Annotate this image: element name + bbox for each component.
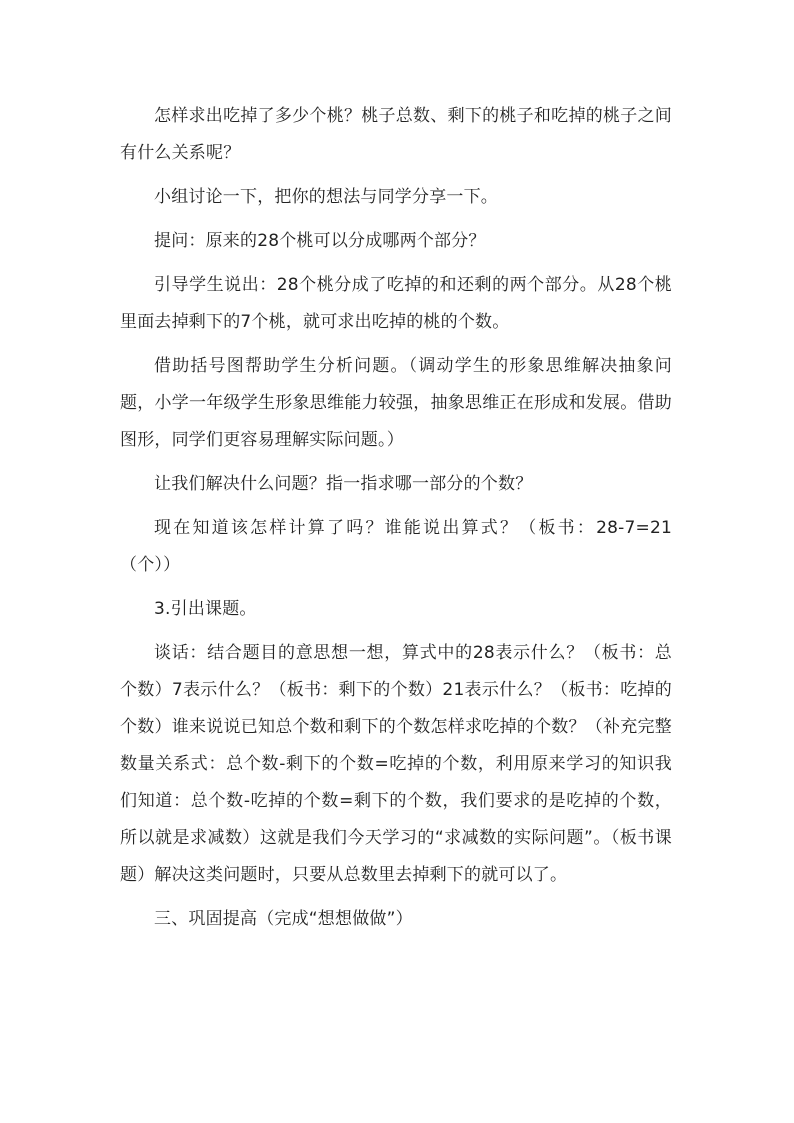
paragraph-which-part: 让我们解决什么问题？指一指求哪一部分的个数？ bbox=[154, 474, 533, 494]
paragraph-guide-students: 引导学生说出：28个桃分成了吃掉的和还剩的两个部分。从28个桃里面去掉剩下的7个桃，就可求出吃掉的桃的个数。 bbox=[120, 275, 672, 332]
paragraph-bracket-diagram: 借助括号图帮助学生分析问题。（调动学生的形象思维解决抽象问题，小学一年级学生形象思维能力较强，抽象思维正在形成和发展。借助图形，同学们更容易理解实际问题。） bbox=[120, 356, 672, 450]
paragraph-talk-summary: 谈话：结合题目的意思想一想，算式中的28表示什么？（板书：总个数）7表示什么？（板书：剩下的个数）21表示什么？（板书：吃掉的个数）谁来说说已知总个数和剩下的个数怎样求吃掉的个数？（补充完整数量关系式：总个数-剩下的个数=吃掉的个数，利用原来学习的知识我们知道：总个数-吃掉的个数=剩下的个数，我们要求的是吃掉的个数，所以就是求减数）这就是我们今天学习的“求减数的实际问题”。（板书课题）解决这类问题时，只要从总数里去掉剩下的就可以了。 bbox=[120, 643, 672, 885]
document-body bbox=[120, 98, 672, 945]
paragraph-equation: 现在知道该怎样计算了吗？谁能说出算式？（板书：28-7=21（个）） bbox=[120, 518, 672, 575]
paragraph-group-discussion: 小组讨论一下，把你的想法与同学分享一下。 bbox=[154, 187, 498, 207]
paragraph-section-consolidate-heading: 三、巩固提高（完成“想想做做”） bbox=[154, 909, 413, 929]
paragraph-question-peaches: 怎样求出吃掉了多少个桃？桃子总数、剩下的桃子和吃掉的桃子之间有什么关系呢？ bbox=[120, 106, 672, 163]
paragraph-ask-parts: 提问：原来的28个桃可以分成哪两个部分？ bbox=[154, 231, 486, 251]
paragraph-section-3-heading: 3.引出课题。 bbox=[154, 599, 257, 619]
